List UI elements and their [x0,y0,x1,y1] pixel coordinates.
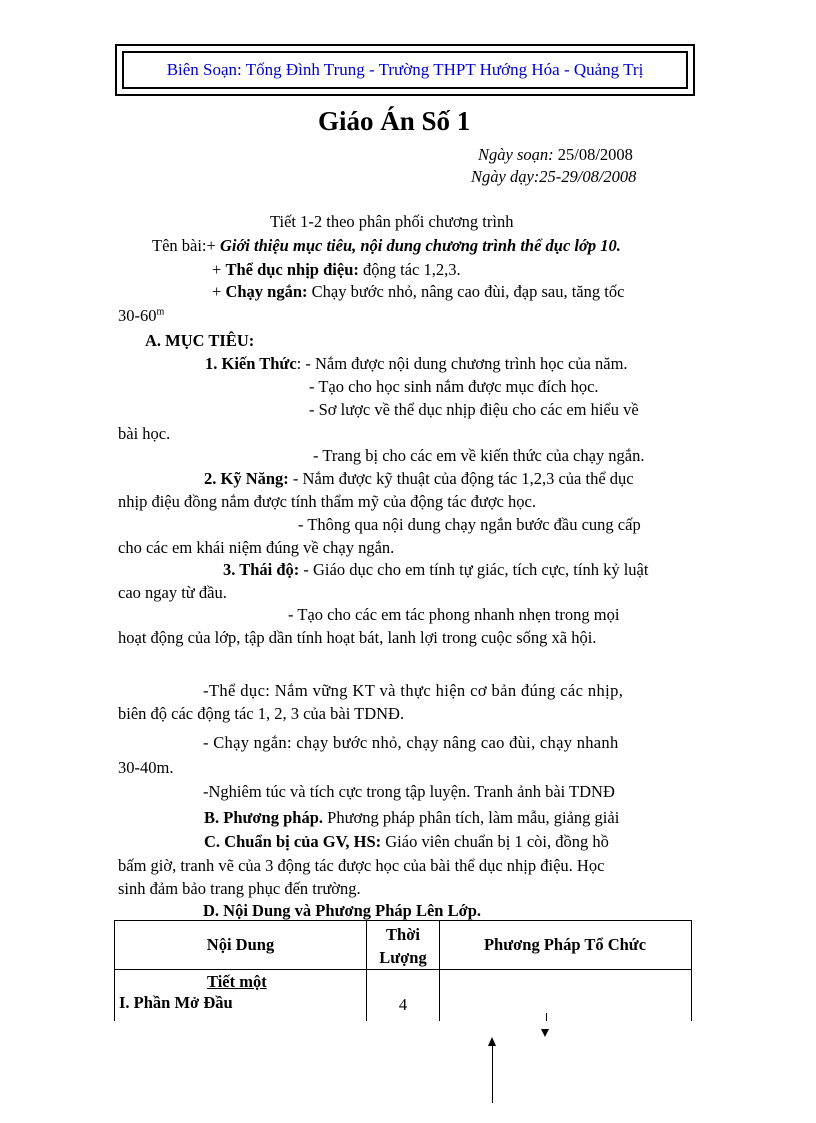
topic-2-bold: Thể dục nhịp điệu: [225,260,359,279]
attitude-line-1-cont: cao ngay từ đầu. [118,583,227,602]
requirement-2-cont: 30-40m. [118,758,174,777]
section-b-text: Phương pháp phân tích, làm mẫu, giảng giải [323,808,620,827]
skill-line-1 [204,469,634,489]
up-arrow-icon [492,1045,493,1103]
knowledge-line-4: - Trang bị cho các em về kiến thức của chạy ngắn. [313,446,645,465]
knowledge-label: 1. Kiến Thức [205,354,297,373]
knowledge-1: : - Nắm được nội dung chương trình học của năm. [296,354,628,373]
attitude-line-2: - Tạo cho các em tác phong nhanh nhẹn trong mọi [288,605,620,624]
page-title: Giáo Án Số 1 [318,106,471,136]
topic-prefix: Tên bài:+ [152,236,220,255]
prepared-date [478,145,633,165]
author-header-box [115,44,695,96]
topic-line-1 [152,236,621,256]
author-header-inner [122,51,688,89]
lesson-table [114,920,692,1021]
table-period-label [207,972,267,992]
knowledge-line-1 [205,354,628,374]
skill-label: 2. Kỹ Năng: [204,469,289,488]
skill-line-2: - Thông qua nội dung chạy ngắn bước đầu cung cấp [298,515,641,534]
section-c-cont-2: sinh đảm bảo trang phục đến trường. [118,879,361,898]
table-header-method: Phương Pháp Tổ Chức [483,935,647,954]
knowledge-line-2: - Tạo cho học sinh nắm được mục đích học. [309,377,599,396]
section-c [204,832,609,852]
lesson-line: Tiết 1-2 theo phân phối chương trình [270,212,514,231]
taught-date: Ngày dạy:25-29/08/2008 [471,167,637,186]
skill-line-1-cont: nhịp điệu đồng nắm được tính thẩm mỹ của động tác được học. [118,492,536,511]
section-c-text: Giáo viên chuẩn bị 1 còi, đồng hồ [381,832,609,851]
topic-3-cont: 30-60 [118,306,157,325]
section-b [204,808,619,828]
prepared-date-label: Ngày soạn: [478,145,554,164]
attitude-line-2-cont: hoạt động của lớp, tập dần tính hoạt bát, lanh lợi trong cuộc sống xã hội. [118,628,597,647]
knowledge-line-3-cont: bài học. [118,424,171,443]
table-header-time-1: Thời [386,925,420,944]
knowledge-line-3: - Sơ lược về thể dục nhịp điệu cho các em hiểu về [309,400,639,419]
topic-3-rest: Chạy bước nhỏ, nâng cao đùi, đạp sau, tăng tốc [307,282,625,301]
requirement-2: - Chạy ngắn: chạy bước nhỏ, chạy nâng cao đùi, chạy nhanh [203,733,619,752]
topic-2-rest: động tác 1,2,3. [358,260,461,279]
table-part-label: I. Phần Mở Đầu [119,993,233,1012]
down-arrow-icon [546,1013,547,1021]
section-a-heading: A. MỤC TIÊU: [145,331,255,350]
section-d-heading: D. Nội Dung và Phương Pháp Lên Lớp. [203,901,482,920]
table-period-label-text: Tiết một [207,972,267,991]
topic-line-2 [212,260,461,280]
skill-line-2-cont: cho các em khái niệm đúng về chạy ngắn. [118,538,395,557]
section-c-label: C. Chuẩn bị của GV, HS: [204,832,382,851]
attitude-label: 3. Thái độ: [223,560,300,579]
section-c-cont-1: bấm giờ, tranh vẽ của 3 động tác được học của bài thể dục nhịp điệu. Học [118,856,605,875]
topic-3-prefix: + [212,282,226,301]
topic-3-bold: Chạy ngắn: [225,282,308,301]
table-header-content: Nội Dung [206,935,275,954]
section-b-label: B. Phương pháp. [204,808,324,827]
requirement-3: -Nghiêm túc và tích cực trong tập luyện. Tranh ảnh bài TDNĐ [203,782,615,801]
requirement-1-cont: biên độ các động tác 1, 2, 3 của bài TDNĐ. [118,704,405,723]
down-arrow-head-icon [541,1029,549,1037]
topic-line-3-cont [118,306,164,326]
topic-1-text: Giới thiệu mục tiêu, nội dung chương trình thể dục lớp 10. [219,236,621,255]
attitude-1: - Giáo dục cho em tính tự giác, tích cực, tính kỷ luật [299,560,649,579]
table-part-time: 4 [398,995,408,1014]
requirement-1: -Thể dục: Nắm vững KT và thực hiện cơ bản đúng các nhịp, [203,681,624,700]
prepared-date-value: 25/08/2008 [553,145,633,164]
author-header-text: Biên Soạn: Tống Đình Trung - Trường THPT Hướng Hóa - Quảng Trị [166,60,644,79]
table-header-divider [115,969,691,970]
topic-2-prefix: + [212,260,226,279]
topic-line-3 [212,282,624,302]
table-header-time-2: Lượng [379,948,427,967]
attitude-line-1 [223,560,648,580]
topic-3-unit: m [156,306,165,318]
skill-1: - Nắm được kỹ thuật của động tác 1,2,3 của thể dục [288,469,634,488]
